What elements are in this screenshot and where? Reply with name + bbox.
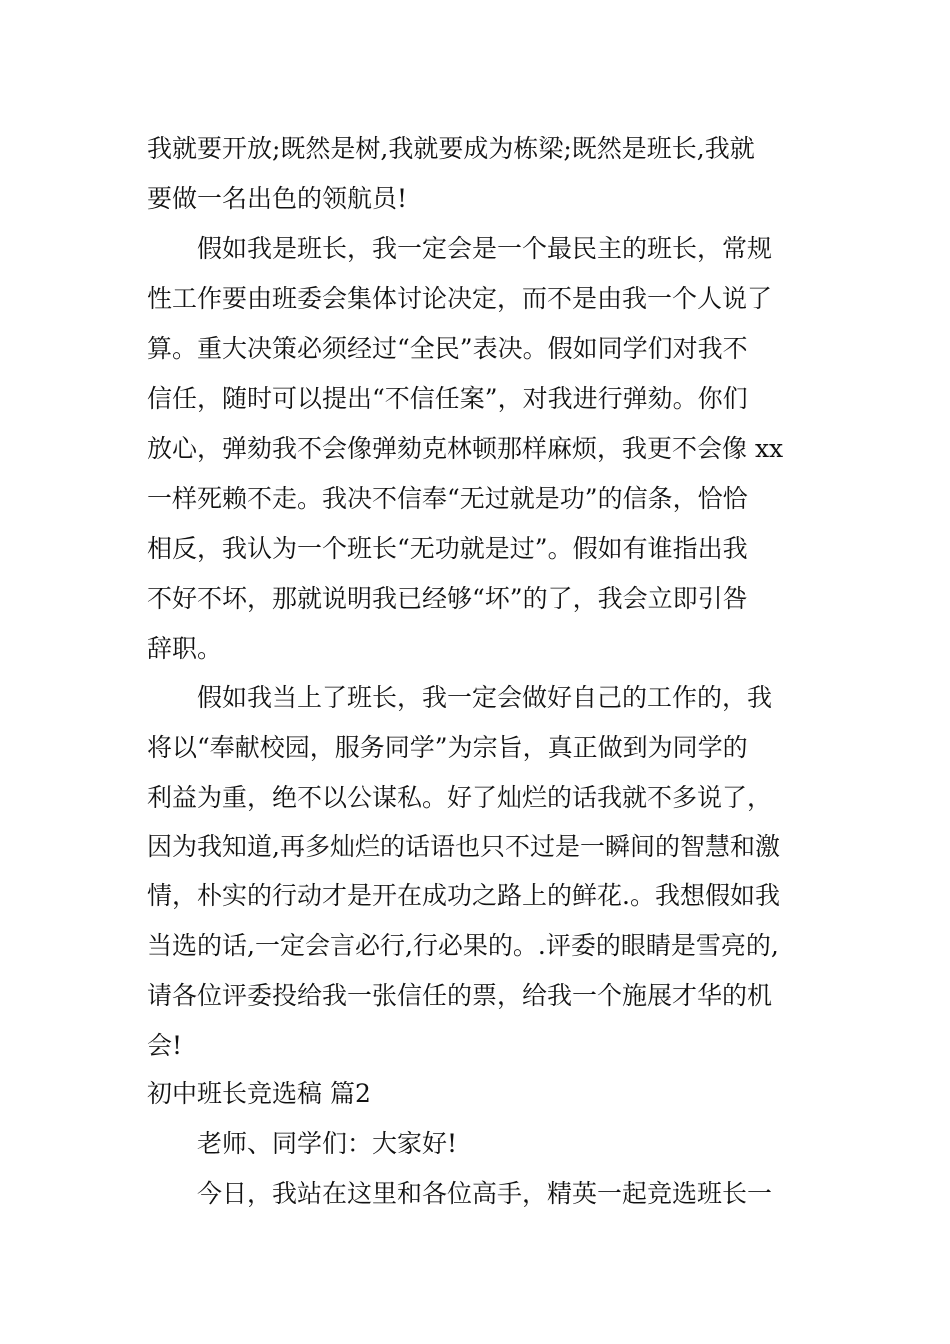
text-line: 放心，弹劾我不会像弹劾克林顿那样麻烦，我更不会像 xx	[147, 434, 784, 463]
heading-text: 初中班长竞选稿 篇2	[147, 1079, 371, 1108]
text-line: 不好不坏，那就说明我已经够“坏”的了，我会立即引咎	[147, 584, 748, 613]
text-line: 一样死赖不走。我决不信奉“无过就是功”的信条，恰恰	[147, 484, 748, 513]
text-line: 假如我是班长，我一定会是一个最民主的班长，常规	[197, 234, 773, 263]
text-line: 相反，我认为一个班长“无功就是过”。假如有谁指出我	[147, 534, 748, 563]
text-line: 将以“奉献校园，服务同学”为宗旨，真正做到为同学的	[147, 733, 748, 762]
text-line: 假如我当上了班长，我一定会做好自己的工作的，我	[197, 683, 773, 712]
text-line: 老师、同学们：大家好!	[197, 1129, 458, 1158]
text-line: 我就要开放;既然是树,我就要成为栋梁;既然是班长,我就	[147, 134, 755, 163]
text-line: 因为我知道,再多灿烂的话语也只不过是一瞬间的智慧和激	[147, 832, 780, 861]
text-line: 性工作要由班委会集体讨论决定，而不是由我一个人说了	[147, 284, 773, 313]
text-line: 会!	[147, 1031, 183, 1060]
text-line: 今日，我站在这里和各位高手，精英一起竞选班长一	[197, 1179, 773, 1208]
text-line: 利益为重，绝不以公谋私。好了灿烂的话我就不多说了，	[147, 783, 773, 812]
text-line: 辞职。	[147, 634, 223, 663]
text-line: 情，朴实的行动才是开在成功之路上的鲜花.。我想假如我	[147, 881, 780, 910]
text-line: 当选的话,一定会言必行,行必果的。.评委的眼睛是雪亮的,	[147, 931, 779, 960]
text-line: 请各位评委投给我一张信任的票，给我一个施展才华的机	[147, 981, 773, 1010]
text-line: 信任，随时可以提出“不信任案”，对我进行弹劾。你们	[147, 384, 748, 413]
text-line: 要做一名出色的领航员!	[147, 184, 408, 213]
text-line: 算。重大决策必须经过“全民”表决。假如同学们对我不	[147, 334, 748, 363]
